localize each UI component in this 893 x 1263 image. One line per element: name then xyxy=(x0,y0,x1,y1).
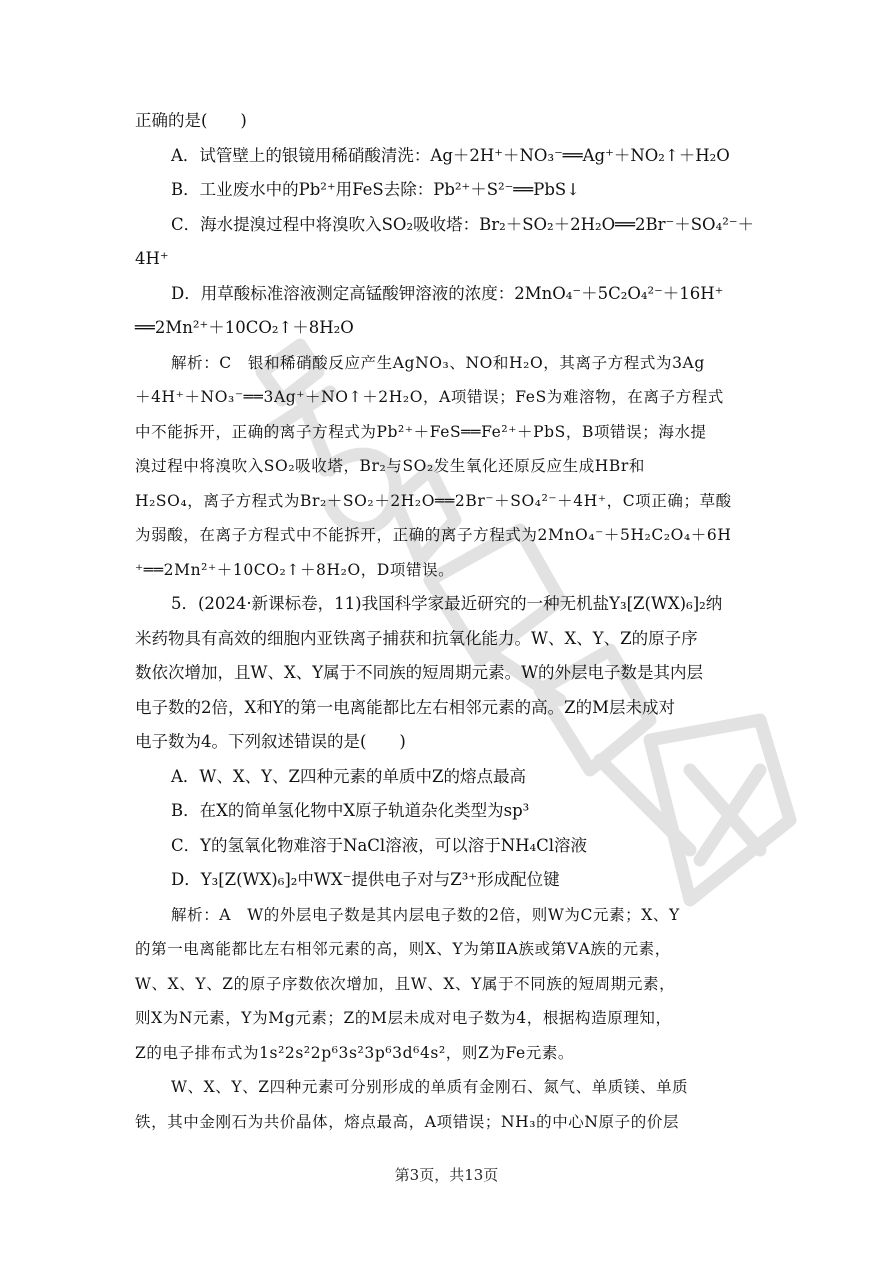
text-line: W、X、Y、Z的原子序数依次增加，且W、X、Y属于不同族的短周期元素， xyxy=(135,974,676,993)
text-line: B．在X的简单氢化物中X原子轨道杂化类型为sp³ xyxy=(171,801,530,820)
text-line: Z的电子排布式为1s²2s²2p⁶3s²3p⁶3d⁶4s²，则Z为Fe元素。 xyxy=(135,1043,575,1062)
document-body xyxy=(135,104,765,1139)
text-line: 解析：A W的外层电子数是其内层电子数的2倍，则W为C元素；X、Y xyxy=(171,905,680,924)
text-line: 中不能拆开，正确的离子方程式为Pb²⁺＋FeS══Fe²⁺＋PbS，B项错误；海水提 xyxy=(135,422,707,441)
text-line: C．Y的氢氧化物难溶于NaCl溶液，可以溶于NH₄Cl溶液 xyxy=(171,835,588,855)
text-line: 解析：C 银和稀硝酸反应产生AgNO₃、NO和H₂O，其离子方程式为3Ag xyxy=(171,353,705,372)
text-line: 则X为N元素，Y为Mg元素；Z的M层未成对电子数为4，根据构造原理知， xyxy=(135,1009,672,1027)
text-line: A．W、X、Y、Z四种元素的单质中Z的熔点最高 xyxy=(171,766,526,786)
text-line: ＋4H⁺＋NO₃⁻══3Ag⁺＋NO↑＋2H₂O，A项错误；FeS为难溶物，在离子方程式 xyxy=(135,388,724,406)
text-line: ⁺══2Mn²⁺＋10CO₂↑＋8H₂O，D项错误。 xyxy=(135,560,455,579)
text-line: H₂SO₄，离子方程式为Br₂＋SO₂＋2H₂O══2Br⁻＋SO₄²⁻＋4H⁺，C项正确；草酸 xyxy=(135,491,732,510)
text-line: D．Y₃[Z(WX)₆]₂中WX⁻提供电子对与Z³⁺形成配位键 xyxy=(171,870,560,889)
text-line: C．海水提溴过程中将溴吹入SO₂吸收塔：Br₂＋SO₂＋2H₂O══2Br⁻＋SO₄²⁻＋ xyxy=(171,214,755,234)
text-line: 溴过程中将溴吹入SO₂吸收塔，Br₂与SO₂发生氧化还原反应生成HBr和 xyxy=(135,457,646,475)
page-footer: 第3页，共13页 xyxy=(394,1166,499,1184)
text-line: B．工业废水中的Pb²⁺用FeS去除：Pb²⁺＋S²⁻══PbS↓ xyxy=(171,180,581,199)
text-line: W、X、Y、Z四种元素可分别形成的单质有金刚石、氮气、单质镁、单质 xyxy=(171,1078,689,1096)
text-line: 的第一电离能都比左右相邻元素的高，则X、Y为第ⅡA族或第ⅤA族的元素， xyxy=(135,940,671,958)
text-line: 正确的是( ) xyxy=(135,111,247,130)
text-line: ══2Mn²⁺＋10CO₂↑＋8H₂O xyxy=(135,318,354,337)
text-line: 米药物具有高效的细胞内亚铁离子捕获和抗氧化能力。W、X、Y、Z的原子序 xyxy=(135,628,698,648)
text-line: 铁，其中金刚石为共价晶体，熔点最高，A项错误；NH₃的中心N原子的价层 xyxy=(135,1112,680,1131)
text-line: A．试管壁上的银镜用稀硝酸清洗：Ag＋2H⁺＋NO₃⁻══Ag⁺＋NO₂↑＋H₂O xyxy=(171,145,730,165)
text-line: 4H⁺ xyxy=(135,249,169,268)
text-line: 5．(2024·新课标卷，11)我国科学家最近研究的一种无机盐Y₃[Z(WX)₆]₂纳 xyxy=(171,594,723,613)
text-line: D．用草酸标准溶液测定高锰酸钾溶液的浓度：2MnO₄⁻＋5C₂O₄²⁻＋16H⁺ xyxy=(171,283,724,303)
text-line: 电子数的2倍，X和Y的第一电离能都比左右相邻元素的高。Z的M层未成对 xyxy=(135,697,675,717)
text-line: 为弱酸，在离子方程式中不能拆开，正确的离子方程式为2MnO₄⁻＋5H₂C₂O₄＋6H xyxy=(135,526,732,544)
text-line: 数依次增加，且W、X、Y属于不同族的短周期元素。W的外层电子数是其内层 xyxy=(135,663,704,682)
text-line: 电子数为4。下列叙述错误的是( ) xyxy=(135,732,406,751)
